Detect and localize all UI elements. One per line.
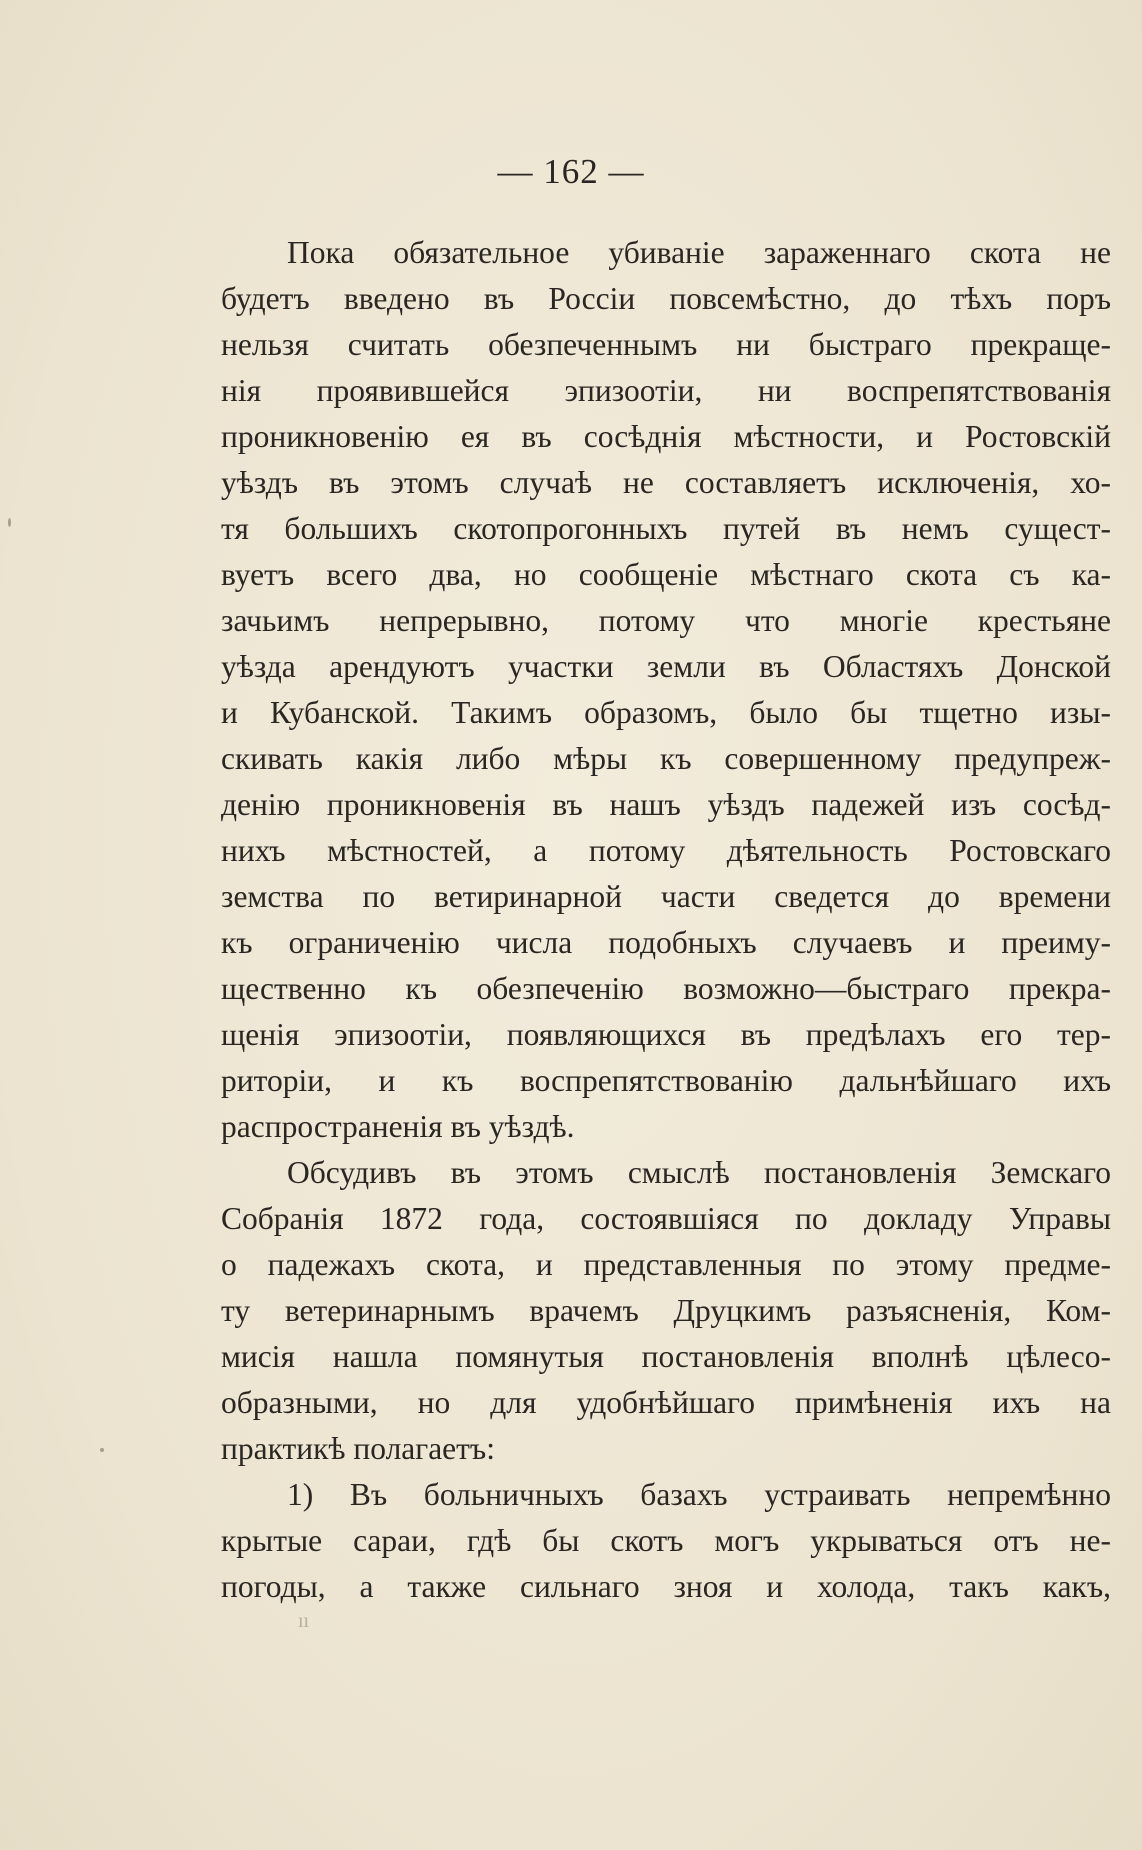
text-line: образными, но для удобнѣйшаго примѣненія ихъ на bbox=[221, 1385, 1111, 1420]
text-line: нія проявившейся эпизоотіи, ни воспрепятствованія bbox=[221, 373, 1111, 408]
body-text bbox=[221, 230, 1111, 1610]
text-line: мисія нашла помянутыя постановленія вполнѣ цѣлесо- bbox=[221, 1339, 1111, 1374]
faint-mark: ıı bbox=[298, 1610, 310, 1632]
text-line: зачьимъ непрерывно, потому что многіе крестьяне bbox=[221, 603, 1111, 638]
text-line: къ ограниченію числа подобныхъ случаевъ и преиму- bbox=[221, 925, 1111, 960]
ink-speck bbox=[8, 518, 11, 527]
text-line: о падежахъ скота, и представленныя по этому предме- bbox=[221, 1247, 1111, 1282]
text-line: щенія эпизоотіи, появляющихся въ предѣлахъ его тер- bbox=[221, 1017, 1111, 1052]
text-line: вуетъ всего два, но сообщеніе мѣстнаго скота съ ка- bbox=[221, 557, 1111, 592]
text-line: практикѣ полагаетъ: bbox=[221, 1431, 495, 1466]
text-line: Собранія 1872 года, состоявшіяся по докладу Управы bbox=[221, 1201, 1111, 1236]
text-line: погоды, а также сильнаго зноя и холода, такъ какъ, bbox=[221, 1569, 1111, 1604]
text-line: и Кубанской. Такимъ образомъ, было бы тщетно изы- bbox=[221, 695, 1111, 730]
text-line: земства по ветиринарной части сведется до времени bbox=[221, 879, 1111, 914]
text-line: распространенія въ уѣздѣ. bbox=[221, 1109, 575, 1144]
text-line: ту ветеринарнымъ врачемъ Друцкимъ разъясненія, Ком- bbox=[221, 1293, 1111, 1328]
text-line: Обсудивъ въ этомъ смыслѣ постановленія Земскаго bbox=[287, 1155, 1111, 1190]
text-line: щественно къ обезпеченію возможно—быстраго прекра- bbox=[221, 971, 1111, 1006]
text-line: проникновенію ея въ сосѣднія мѣстности, и Ростовскій bbox=[221, 419, 1111, 454]
text-line: Пока обязательное убиваніе зараженнаго скота не bbox=[287, 235, 1111, 270]
text-line: нихъ мѣстностей, а потому дѣятельность Ростовскаго bbox=[221, 833, 1111, 868]
text-line: нельзя считать обезпеченнымъ ни быстраго прекраще- bbox=[221, 327, 1111, 362]
text-line: тя большихъ скотопрогонныхъ путей въ немъ сущест- bbox=[221, 511, 1111, 546]
text-line: скивать какія либо мѣры къ совершенному предупреж- bbox=[221, 741, 1111, 776]
text-line: денію проникновенія въ нашъ уѣздъ падежей изъ сосѣд- bbox=[221, 787, 1111, 822]
page-number: — 162 — bbox=[497, 152, 645, 191]
text-line: уѣздъ въ этомъ случаѣ не составляетъ исключенія, хо- bbox=[221, 465, 1111, 500]
text-line: 1) Въ больничныхъ базахъ устраивать непремѣнно bbox=[287, 1477, 1111, 1512]
text-line: будетъ введено въ Россіи повсемѣстно, до тѣхъ поръ bbox=[221, 281, 1111, 316]
text-line: риторіи, и къ воспрепятствованію дальнѣйшаго ихъ bbox=[221, 1063, 1111, 1098]
ink-speck bbox=[100, 1448, 104, 1452]
text-line: крытые сараи, гдѣ бы скотъ могъ укрываться отъ не- bbox=[221, 1523, 1111, 1558]
text-line: уѣзда арендуютъ участки земли въ Областяхъ Донской bbox=[221, 649, 1111, 684]
